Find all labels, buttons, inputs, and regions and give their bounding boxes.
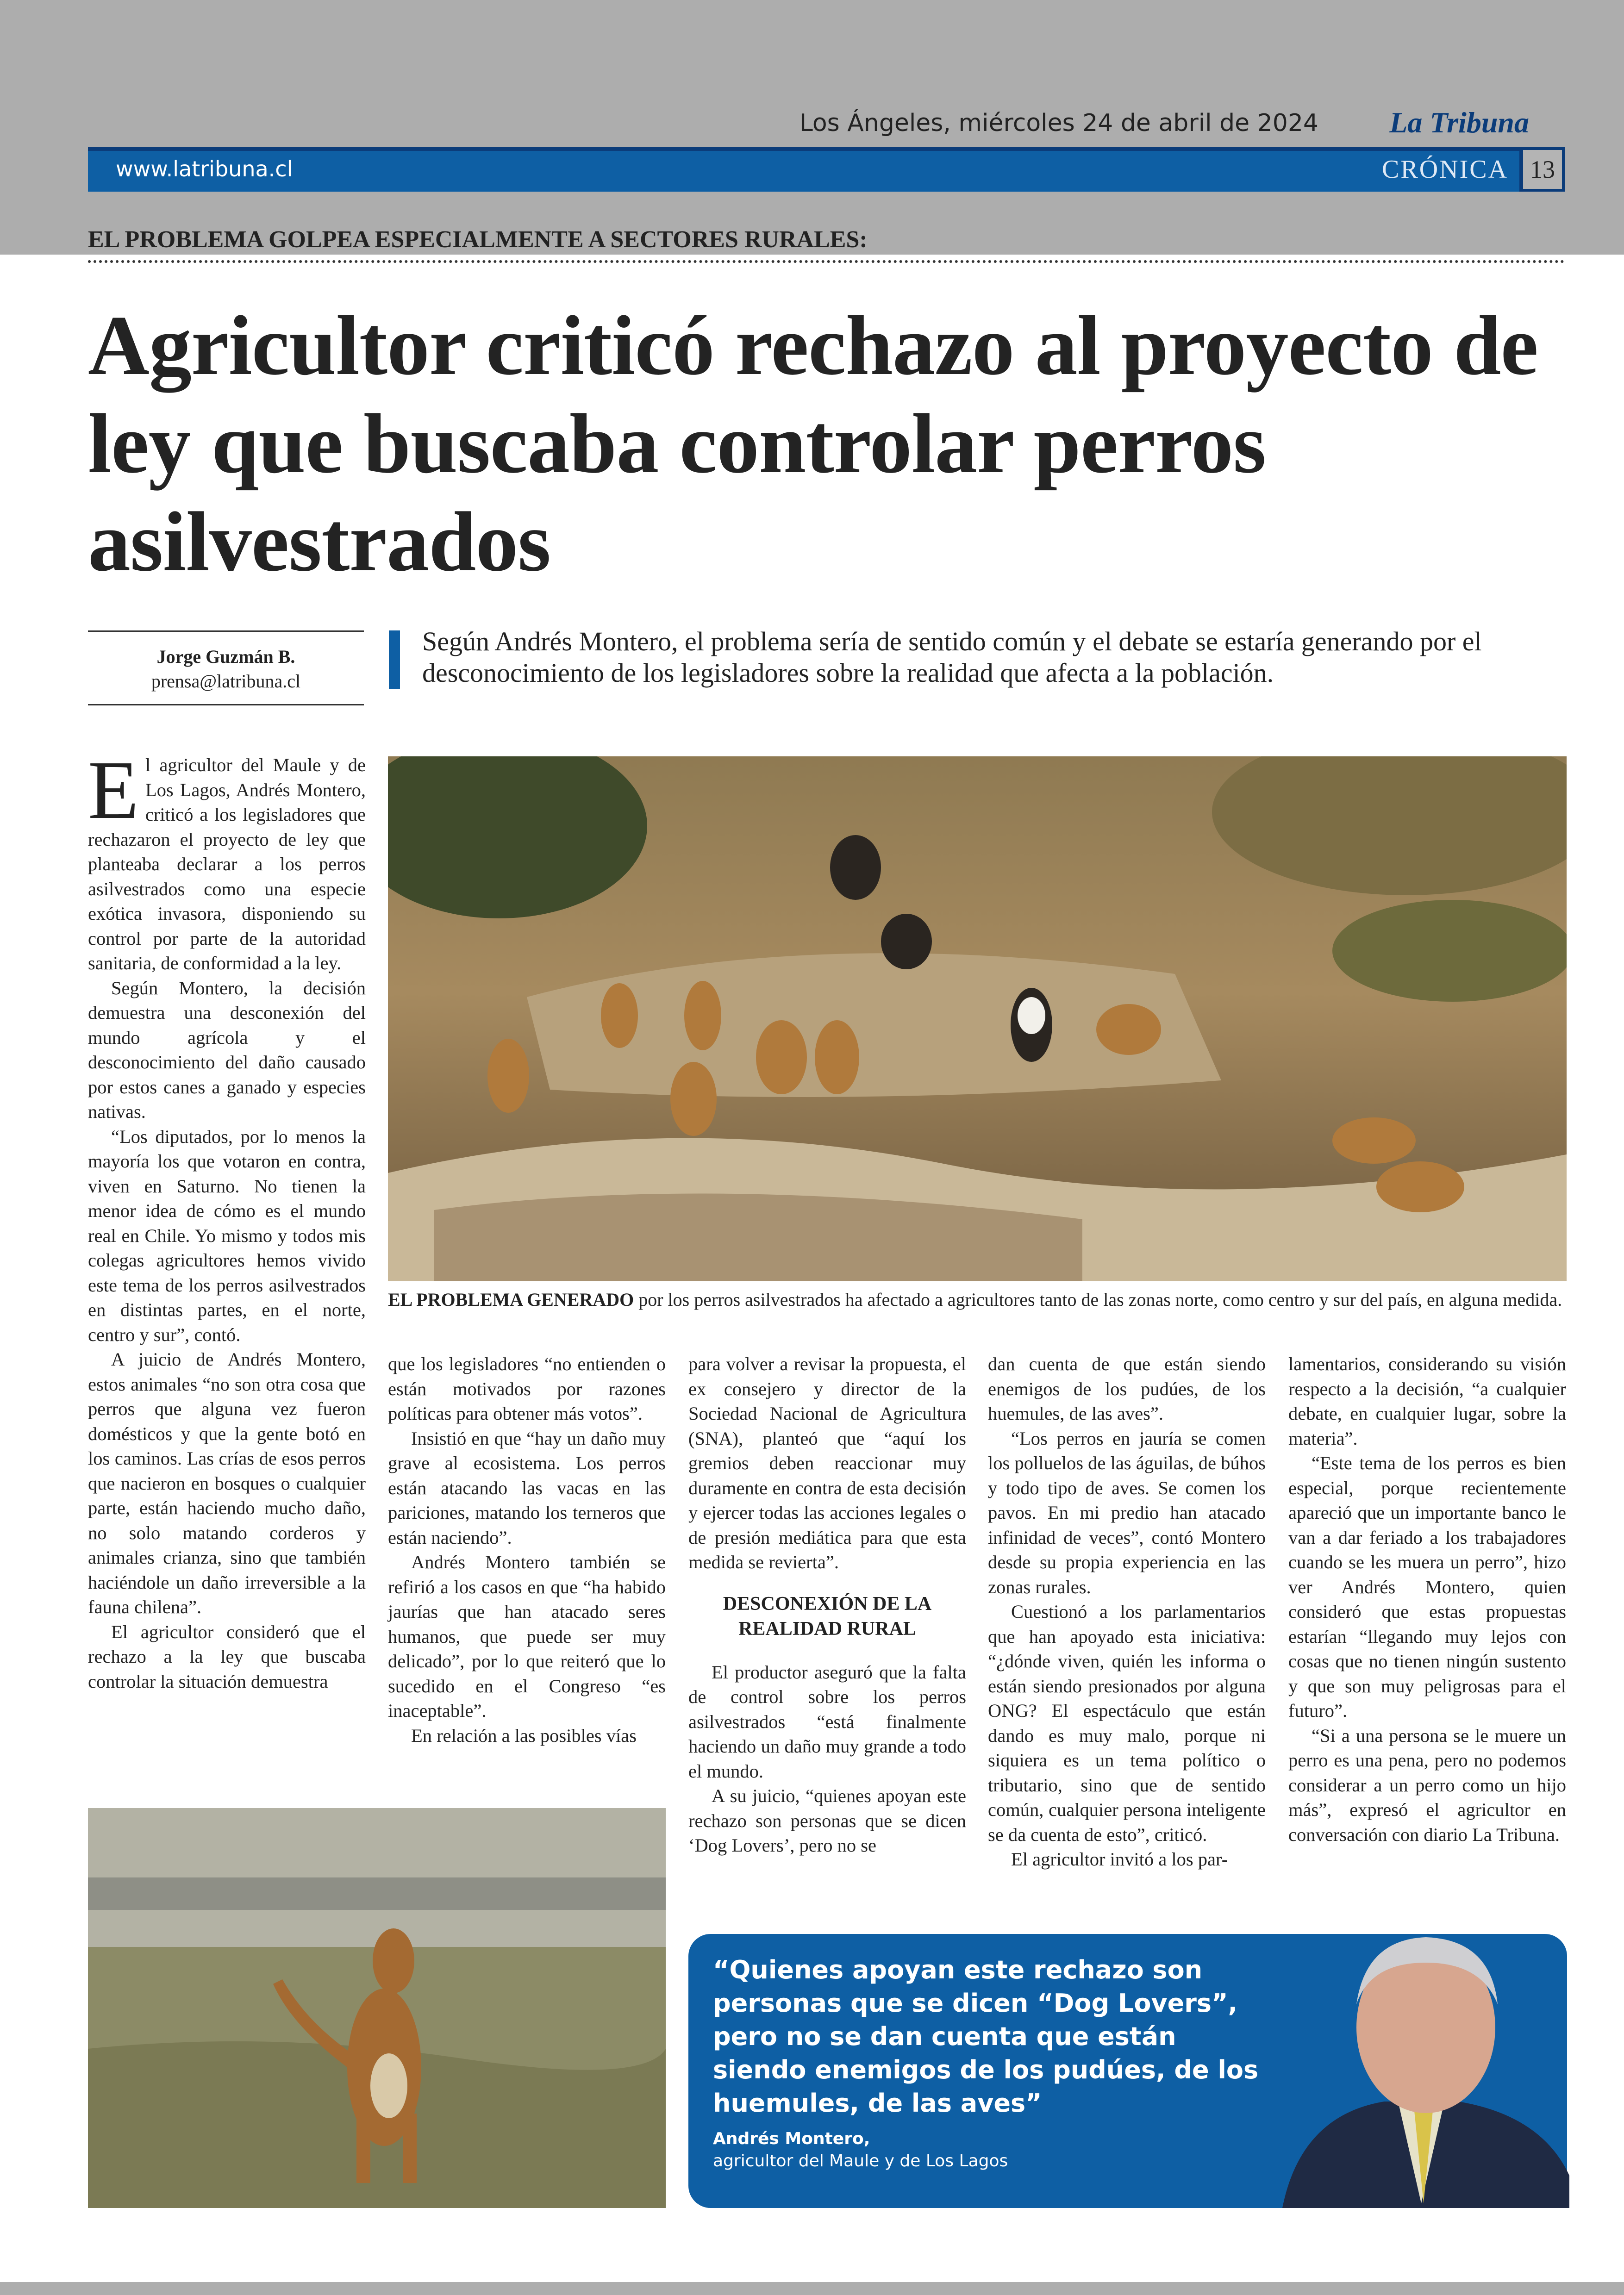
paragraph: “Este tema de los perros es bien especial, porque recientemente apareció que un importante banco le van a dar feriado a los trabajadores cuando se les muera un perro”, hizo ver Andrés Montero, quien consideró que estas propuestas estarían “llegando muy lejos con cosas que no tienen ningún sustento y que son muy peligrosas para el futuro”.	[1288, 1453, 1566, 1721]
byline	[88, 630, 364, 705]
section-bar	[88, 147, 1565, 192]
author-email[interactable]: prensa@latribuna.cl	[151, 671, 301, 692]
paragraph: que los legisladores “no entienden o están motivados por razones políticas para obtener más votos”.	[388, 1353, 666, 1424]
page-number: 13	[1519, 147, 1565, 192]
paragraph: “Los perros en jauría se comen los polluelos de las águilas, de búhos y todo tipo de aves. Se comen los pavos. En mi predio han atacado infinidad de veces”, contó Montero desde su propia experiencia en las zonas rurales.	[988, 1428, 1266, 1597]
paragraph: El agricultor consideró que el rechazo a la ley que buscaba controlar la situación demuestra	[88, 1621, 366, 1692]
author-name: Jorge Guzmán B.	[156, 646, 295, 667]
quote-attribution-name: Andrés Montero,	[713, 2129, 870, 2148]
body-column-2	[388, 1352, 666, 1748]
deck-accent-bar	[389, 630, 400, 689]
article-kicker: EL PROBLEMA GOLPEA ESPECIALMENTE A SECTORES RURALES:	[88, 226, 868, 253]
quote-attribution-role: agricultor del Maule y de Los Lagos	[713, 2152, 1008, 2170]
paragraph: El agricultor invitó a los par-	[1011, 1849, 1228, 1870]
body-column-5	[1288, 1352, 1566, 1847]
newspaper-logo: La Tribuna	[1389, 106, 1529, 139]
howling-dog-photo	[88, 1808, 666, 2208]
photo-caption: EL PROBLEMA GENERADO por los perros asilvestrados ha afectado a agricultores tanto de las zonas norte, como centro y sur del país, en alguna medida.	[388, 1289, 1562, 1310]
site-url-link[interactable]: www.latribuna.cl	[116, 156, 293, 181]
paragraph: Cuestionó a los parlamentarios que han apoyado esta iniciativa: “¿dónde viven, quién les informa o están siendo presionados por alguna ONG? El espectáculo que están dando es muy malo, porque ni siquiera es un tema político o tributario, sino que de sentido común, cualquier persona inteligente se da cuenta de esto”, criticó.	[988, 1601, 1266, 1845]
paragraph: lamentarios, considerando su visión respecto a la decisión, “a cualquier debate, en cualquier lugar, sobre la materia”.	[1288, 1353, 1566, 1449]
paragraph: El productor aseguró que la falta de control sobre los perros asilvestrados “está finalmente haciendo un daño muy grande a todo el mundo.	[688, 1661, 966, 1782]
section-name: CRÓNICA	[1382, 155, 1509, 184]
paragraph: Insistió en que “hay un daño muy grave al ecosistema. Los perros están atacando las vacas en las pariciones, matando los terneros que están naciendo”.	[388, 1428, 666, 1548]
andres-montero-portrait	[1245, 1898, 1569, 2208]
drop-cap: E	[88, 744, 139, 836]
pull-quote-text: “Quienes apoyan este rechazo son personas que se dicen “Dog Lovers”, pero no se dan cuenta que están siendo enemigos de los pudúes, de los huemules, de las aves”	[713, 1955, 1259, 2118]
paragraph: “Si a una persona se le muere un perro es una pena, pero no podemos considerar a un perro como un hijo más”, expresó el agricultor en conversación con diario La Tribuna.	[1288, 1725, 1566, 1845]
paragraph: Según Montero, la decisión demuestra una desconexión del mundo agrícola y el desconocimiento del daño causado por estos canes a ganado y especies nativas.	[88, 977, 366, 1122]
paragraph: Andrés Montero también se refirió a los casos en que “ha habido jaurías que han atacado seres humanos, que puede ser muy delicado”, por lo que reiteró que lo sucedido en el Congreso “es inaceptable”.	[388, 1552, 666, 1721]
stray-dogs-photo	[388, 756, 1567, 1281]
paragraph: dan cuenta de que están siendo enemigos de los pudúes, de los huemules, de las aves”.	[988, 1353, 1266, 1424]
paragraph: El agricultor del Maule y de Los Lagos, Andrés Montero, criticó a los legisladores que rechazaron el proyecto de ley que planteaba declarar a los perros asilvestrados como una especie exótica invasora, disponiendo su control por parte de la autoridad sanitaria, de conformidad a la ley.	[88, 744, 366, 973]
dotted-divider	[88, 260, 1565, 263]
article-headline: Agricultor criticó rechazo al proyecto de ley que buscaba controlar perros asilvestrados	[88, 298, 1538, 589]
paragraph: En relación a las posibles vías	[411, 1725, 637, 1746]
body-column-3	[688, 1352, 966, 1858]
body-column-1	[88, 744, 366, 1694]
issue-date: Los Ángeles, miércoles 24 de abril de 2024	[799, 109, 1318, 137]
section-subhead: DESCONEXIÓN DE LA REALIDAD RURAL	[723, 1593, 932, 1640]
article-deck: Según Andrés Montero, el problema sería de sentido común y el debate se estaría generando por el desconocimiento de los legisladores sobre la realidad que afecta a la población.	[422, 626, 1482, 688]
paragraph: para volver a revisar la propuesta, el ex consejero y director de la Sociedad Nacional de Agricultura (SNA), planteó que “aquí los gremios deben reaccionar muy duramente en contra de esta decisión y ejercer todas las acciones legales o de presión mediática para que esta medida se revierta”.	[688, 1353, 966, 1572]
paragraph: A juicio de Andrés Montero, estos animales “no son otra cosa que perros que alguna vez fueron domésticos y que la gente botó en los caminos. Las crías de esos perros que nacieron en bosques o cualquier parte, están haciendo mucho daño, no solo matando corderos y animales crianza, sino que también haciéndole un daño irreversible a la fauna chilena”.	[88, 1349, 366, 1617]
paragraph: A su juicio, “quienes apoyan este rechazo son personas que se dicen ‘Dog Lovers’, pero no se	[688, 1785, 966, 1856]
body-column-4	[988, 1352, 1266, 1872]
paragraph: “Los diputados, por lo menos la mayoría los que votaron en contra, viven en Saturno. No tienen la menor idea de cómo es el mundo real en Chile. Yo mismo y todos mis colegas agricultores hemos vivido este tema de los perros asilvestrados en distintas partes, en el norte, centro y sur”, contó.	[88, 1126, 366, 1345]
footer-band	[0, 2282, 1624, 2295]
